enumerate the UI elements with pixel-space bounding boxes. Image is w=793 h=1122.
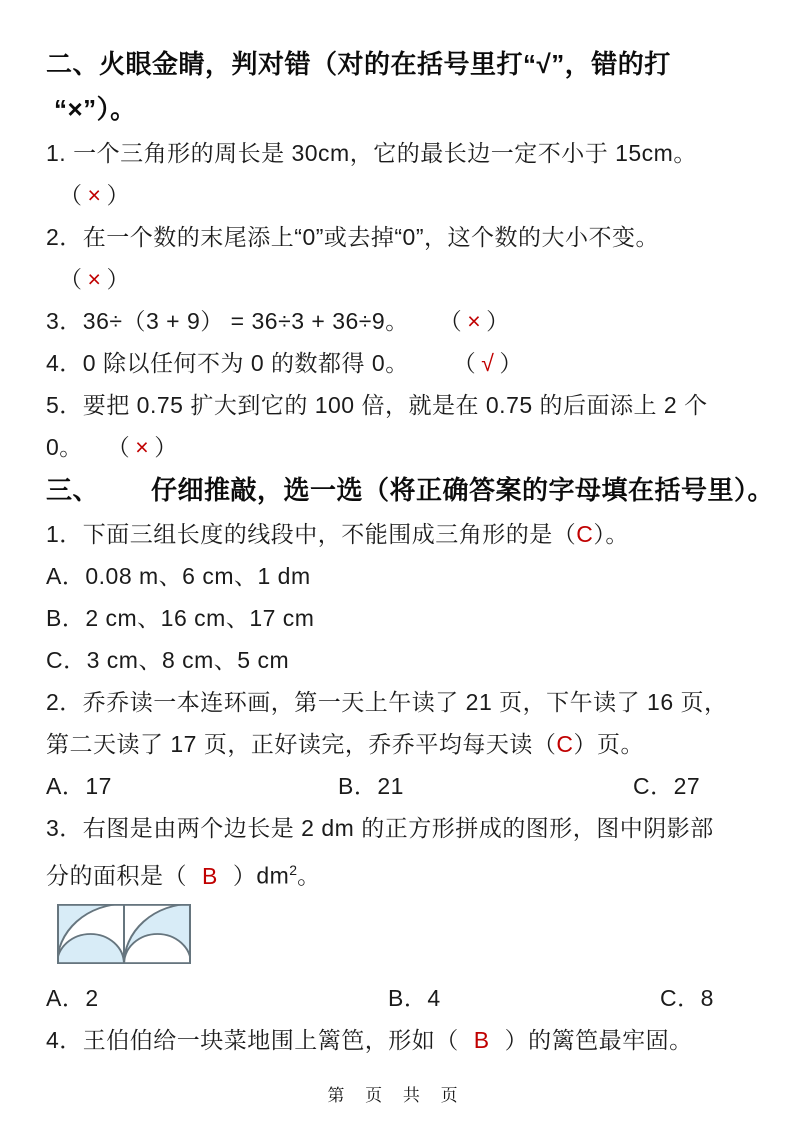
close-paren: ）	[593, 521, 606, 547]
open-paren: （	[438, 308, 463, 334]
superscript-2: 2	[289, 862, 298, 878]
spacer	[409, 328, 439, 329]
choice-item-3-tail: 。	[297, 862, 321, 889]
section-judge-heading-line2: “×”）。	[54, 94, 137, 124]
judge-item-3	[46, 300, 749, 342]
left-square-shaded-semicircle	[57, 934, 124, 964]
judge-item-1-answer	[46, 174, 749, 216]
spacer	[409, 370, 453, 371]
choice-item-2-option-a: A．17	[46, 773, 112, 799]
choice-item-1-option-c: C．3 cm、8 cm、5 cm	[46, 647, 290, 673]
choice-item-3-option-a: A．2	[46, 984, 99, 1011]
judge-item-3-text: 3．36÷（3 + 9） = 36÷3 + 36÷9。	[46, 308, 409, 334]
choice-item-3-option-b: B．4	[388, 984, 441, 1011]
choice-item-4-post: ）的篱笆最牢固。	[504, 1026, 693, 1053]
choice-item-1-option-a: A．0.08 m、6 cm、1 dm	[46, 563, 311, 589]
answer-letter: C	[576, 521, 594, 547]
close-paren: ）	[486, 308, 510, 334]
judge-item-5-text2: 0。	[46, 434, 83, 460]
choice-item-4-text: 4．王伯伯给一块菜地围上篱笆，形如（	[46, 1026, 459, 1053]
choice-item-4	[46, 1019, 749, 1061]
choice-item-2-tail: 页。	[597, 731, 644, 757]
answer-letter: C	[556, 731, 574, 757]
choice-item-1-text: 1．下面三组长度的线段中，不能围成三角形的是	[46, 521, 553, 547]
open-paren: （	[59, 182, 83, 208]
judge-item-1-text: 1. 一个三角形的周长是 30cm，它的最长边一定不小于 15cm。	[46, 140, 697, 166]
open-paren: （	[552, 521, 577, 547]
answer-mark: √	[481, 350, 495, 376]
judge-item-5-line2	[46, 426, 749, 468]
choice-item-1-option-b: B．2 cm、16 cm、17 cm	[46, 605, 315, 631]
choice-item-3-line1: 3．右图是由两个边长是 2 dm 的正方形拼成的图形，图中阴影部	[46, 815, 714, 841]
judge-item-5-line1: 5．要把 0.75 扩大到它的 100 倍，就是在 0.75 的后面添上 2 个	[46, 392, 708, 418]
open-paren: （	[452, 350, 477, 376]
answer-mark: ×	[87, 266, 102, 292]
open-paren: （	[532, 731, 557, 757]
choice-item-1	[46, 513, 749, 555]
judge-item-2-answer	[46, 258, 749, 300]
choice-item-3-post: ）dm	[232, 862, 290, 889]
close-paren: ）	[154, 434, 178, 460]
choice-item-2-option-c: C．27	[633, 773, 701, 799]
choice-item-3-text2: 分的面积是（	[46, 862, 187, 889]
spacer	[99, 498, 151, 499]
choice-item-2-line1: 2．乔乔读一本连环画，第一天上午读了 21 页，下午读了 16 页，	[46, 689, 728, 715]
answer-mark: ×	[87, 182, 102, 208]
choice-item-3-option-c: C．8	[660, 984, 714, 1011]
close-paren: ）	[106, 266, 130, 292]
shaded-squares-figure	[57, 904, 191, 964]
judge-item-4-text: 4．0 除以任何不为 0 的数都得 0。	[46, 350, 409, 376]
answer-letter: B	[202, 862, 218, 889]
section-judge-heading-line1: 二、火眼金睛，判对错（对的在括号里打“√”，错的打	[46, 49, 671, 79]
close-paren: ）	[499, 350, 523, 376]
choice-item-3-line2	[46, 849, 749, 897]
close-paren: ）	[106, 182, 130, 208]
answer-mark: ×	[467, 308, 482, 334]
choice-item-2-option-b: B．21	[338, 773, 404, 799]
choice-item-2-line2	[46, 723, 749, 765]
open-paren: （	[106, 434, 131, 460]
close-paren: ）	[573, 731, 597, 757]
page-footer: 第 页 共 页	[327, 1086, 466, 1105]
choice-item-3-options	[46, 977, 749, 1019]
choice-item-2-text2: 第二天读了 17 页，正好读完，乔乔平均每天读	[46, 731, 533, 757]
section-number: 三、	[46, 475, 100, 505]
choice-item-1-tail: 。	[605, 521, 629, 547]
spacer	[83, 454, 107, 455]
answer-mark: ×	[135, 434, 150, 460]
section-title: 仔细推敲，选一选（将正确答案的字母填在括号里）。	[151, 475, 775, 505]
section-choice-heading	[46, 468, 775, 513]
judge-item-2-text: 2．在一个数的末尾添上“0”或去掉“0”，这个数的大小不变。	[46, 224, 660, 250]
judge-item-4	[46, 342, 749, 384]
choice-item-2-options	[46, 765, 749, 807]
open-paren: （	[59, 266, 83, 292]
answer-letter: B	[473, 1026, 490, 1053]
